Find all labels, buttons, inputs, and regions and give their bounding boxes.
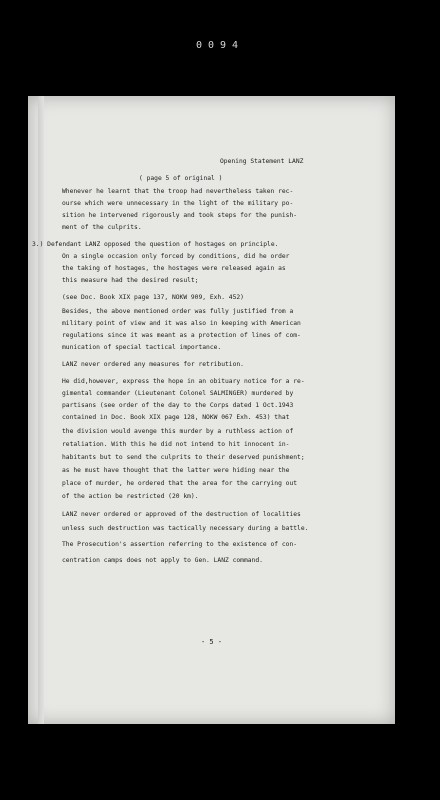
text-line: centration camps does not apply to Gen. LANZ command. <box>62 557 263 564</box>
text-line: LANZ never ordered or approved of the destruction of localities <box>62 511 301 518</box>
document-body <box>28 96 395 724</box>
text-line: He did,however, express the hope in an obituary notice for a re- <box>62 378 305 385</box>
text-line: LANZ never ordered any measures for retribution. <box>62 361 244 368</box>
text-line: military point of view and it was also in keeping with American <box>62 320 301 327</box>
text-line: Whenever he learnt that the troop had nevertheless taken rec- <box>62 188 294 195</box>
text-line: retaliation. With this he did not intend to hit innocent in- <box>62 441 290 448</box>
text-line: regulations since it was meant as a protection of lines of com- <box>62 332 301 339</box>
text-line: ( page 5 of original ) <box>139 175 223 182</box>
text-line: habitants but to send the culprits to their deserved punishment; <box>62 454 305 461</box>
text-line: as he must have thought that the latter were hiding near the <box>62 467 290 474</box>
text-line: munication of special tactical importance. <box>62 344 222 351</box>
text-line: contained in Doc. Book XIX page 128, NOKW 067 Exh. 453) that <box>62 414 290 421</box>
document-page <box>28 96 395 724</box>
text-line: (see Doc. Book XIX page 137, NOKW 909, Exh. 452) <box>62 294 244 301</box>
text-line: The Prosecution's assertion referring to the existence of con- <box>62 541 298 548</box>
frame-number: 0094 <box>195 40 245 51</box>
text-line: unless such destruction was tactically necessary during a battle. <box>62 525 309 532</box>
text-line: this measure had the desired result; <box>62 277 199 284</box>
text-line: 3.) Defendant LANZ opposed the question of hostages on principle. <box>32 241 279 248</box>
text-line: the division would avenge this murder by a ruthless action of <box>62 428 294 435</box>
text-line: ourse which were unnecessary in the light of the military po- <box>62 200 294 207</box>
text-line: Besides, the above mentioned order was fully justified from a <box>62 308 294 315</box>
text-line: On a single occasion only forced by conditions, did he order <box>62 253 290 260</box>
heading: Opening Statement LANZ <box>220 158 304 165</box>
text-line: partisans (see order of the day to the Corps dated 1 Oct.1943 <box>62 402 294 409</box>
text-line: ment of the culprits. <box>62 224 142 231</box>
text-line: place of murder, he ordered that the area for the carrying out <box>62 480 298 487</box>
text-line: the taking of hostages, the hostages were released again as <box>62 265 286 272</box>
text-line: sition he intervened rigorously and took steps for the punish- <box>62 212 298 219</box>
page-number: - 5 - <box>200 638 223 646</box>
text-line: of the action be restricted (20 km). <box>62 493 199 500</box>
text-line: gimental commander (Lieutenant Colonel SALMINGER) murdered by <box>62 390 294 397</box>
